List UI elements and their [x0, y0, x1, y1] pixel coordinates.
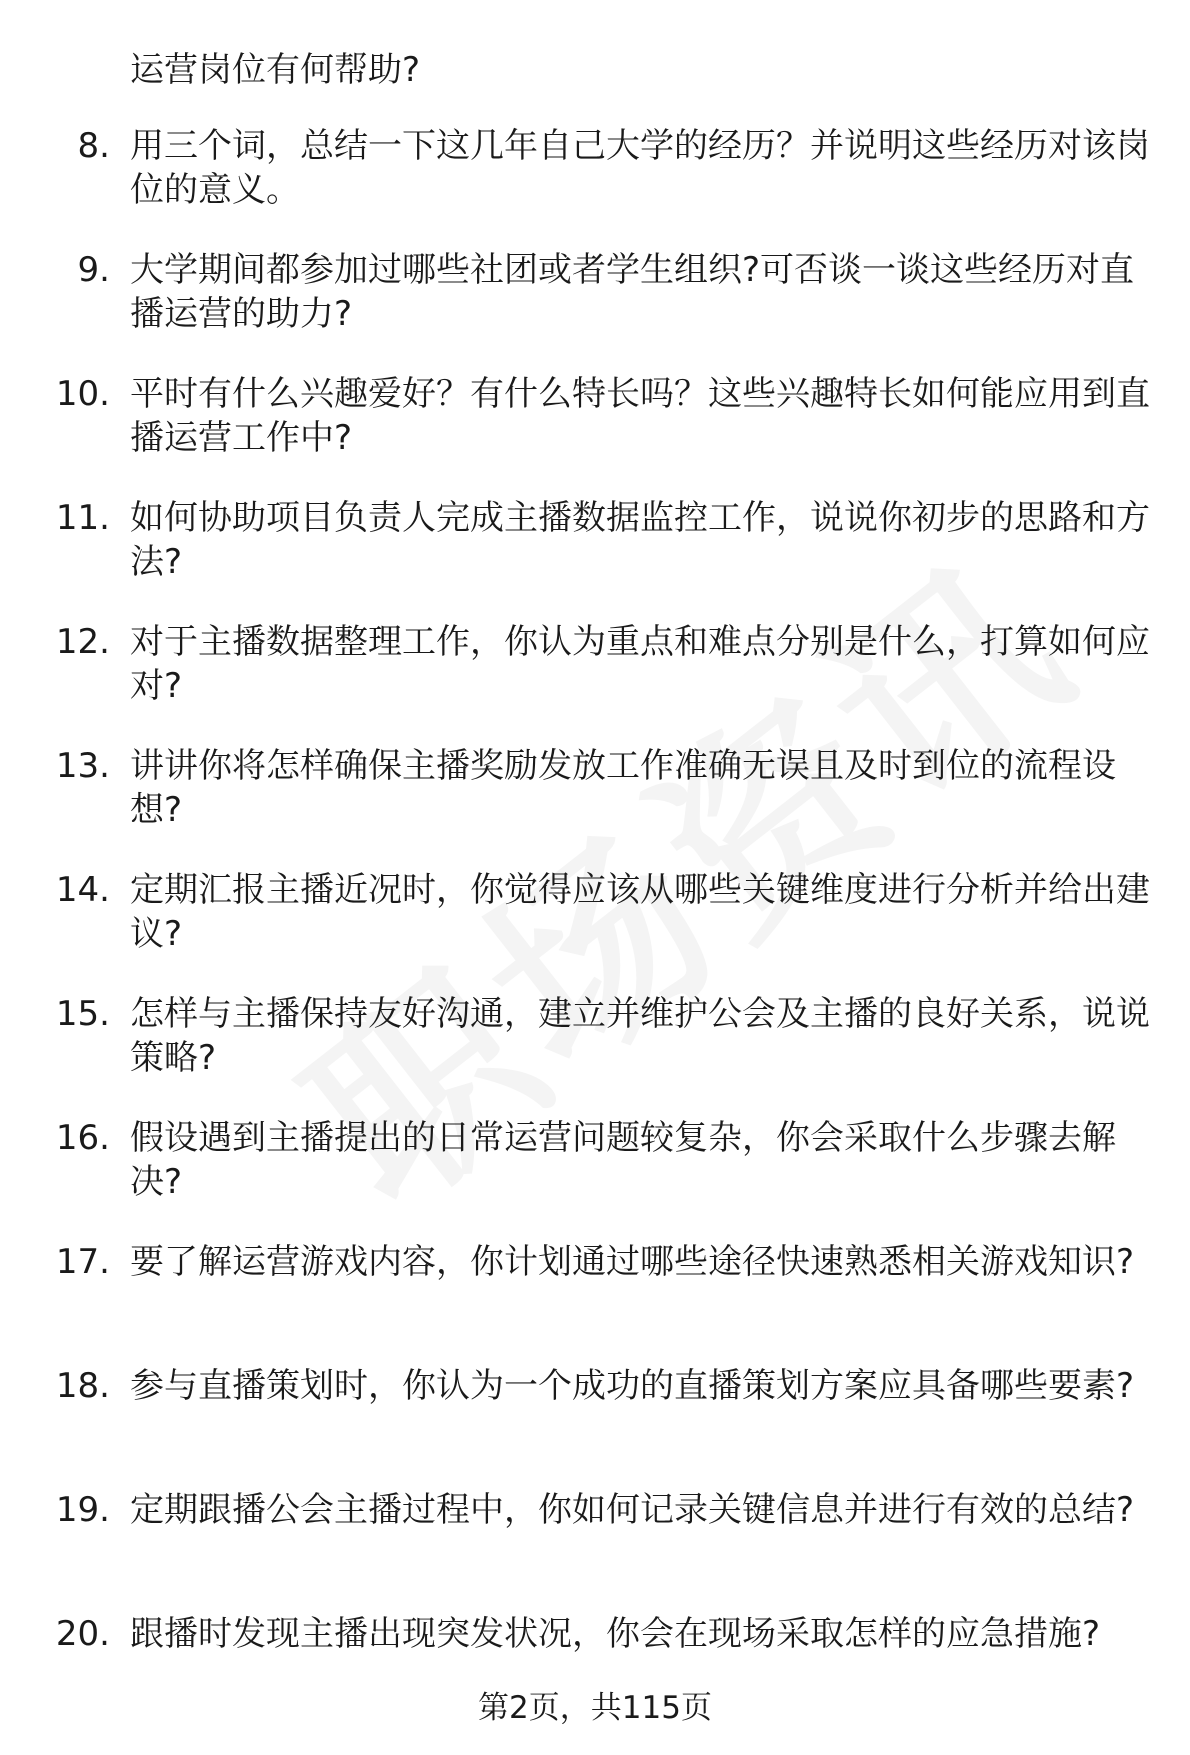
list-item	[0, 1364, 1190, 1488]
question-number: 18.	[55, 1366, 110, 1406]
page-number-footer: 第2页，共115页	[478, 1690, 712, 1726]
list-item	[0, 620, 1190, 744]
question-number: 11.	[55, 498, 110, 538]
question-text: 定期跟播公会主播过程中，你如何记录关键信息并进行有效的总结?	[130, 1490, 1135, 1530]
list-item	[0, 1488, 1190, 1612]
question-text: 怎样与主播保持友好沟通，建立并维护公会及主播的良好关系，说说策略?	[130, 994, 1150, 1078]
question-number: 17.	[55, 1242, 110, 1282]
question-text: 讲讲你将怎样确保主播奖励发放工作准确无误且及时到位的流程设想?	[130, 746, 1116, 830]
question-text: 如何协助项目负责人完成主播数据监控工作，说说你初步的思路和方法?	[130, 498, 1150, 582]
question-number: 12.	[55, 622, 110, 662]
continued-question-text: 运营岗位有何帮助?	[130, 50, 421, 90]
question-text: 定期汇报主播近况时，你觉得应该从哪些关键维度进行分析并给出建议?	[130, 870, 1150, 954]
question-text: 平时有什么兴趣爱好？有什么特长吗？这些兴趣特长如何能应用到直播运营工作中?	[130, 374, 1150, 458]
list-item	[0, 1240, 1190, 1364]
question-number: 9.	[77, 250, 110, 290]
question-number: 13.	[55, 746, 110, 786]
question-text: 跟播时发现主播出现突发状况，你会在现场采取怎样的应急措施?	[130, 1614, 1101, 1654]
question-number: 15.	[55, 994, 110, 1034]
list-item	[0, 744, 1190, 868]
list-item	[0, 372, 1190, 496]
question-text: 参与直播策划时，你认为一个成功的直播策划方案应具备哪些要素?	[130, 1366, 1135, 1406]
question-text: 用三个词，总结一下这几年自己大学的经历？并说明这些经历对该岗位的意义。	[130, 126, 1150, 210]
list-item	[0, 248, 1190, 372]
list-item	[0, 496, 1190, 620]
question-number: 14.	[55, 870, 110, 910]
question-number: 16.	[55, 1118, 110, 1158]
list-item	[0, 868, 1190, 992]
question-number: 19.	[55, 1490, 110, 1530]
question-text: 假设遇到主播提出的日常运营问题较复杂，你会采取什么步骤去解决?	[130, 1118, 1116, 1202]
question-number: 10.	[55, 374, 110, 414]
question-text: 对于主播数据整理工作，你认为重点和难点分别是什么，打算如何应对?	[130, 622, 1150, 706]
list-item	[0, 992, 1190, 1116]
list-item	[0, 124, 1190, 248]
question-number: 20.	[55, 1614, 110, 1654]
question-number: 8.	[77, 126, 110, 166]
list-item	[0, 1116, 1190, 1240]
question-list	[0, 124, 1190, 1736]
question-text: 要了解运营游戏内容，你计划通过哪些途径快速熟悉相关游戏知识?	[130, 1242, 1135, 1282]
question-text: 大学期间都参加过哪些社团或者学生组织?可否谈一谈这些经历对直播运营的助力?	[130, 250, 1135, 334]
